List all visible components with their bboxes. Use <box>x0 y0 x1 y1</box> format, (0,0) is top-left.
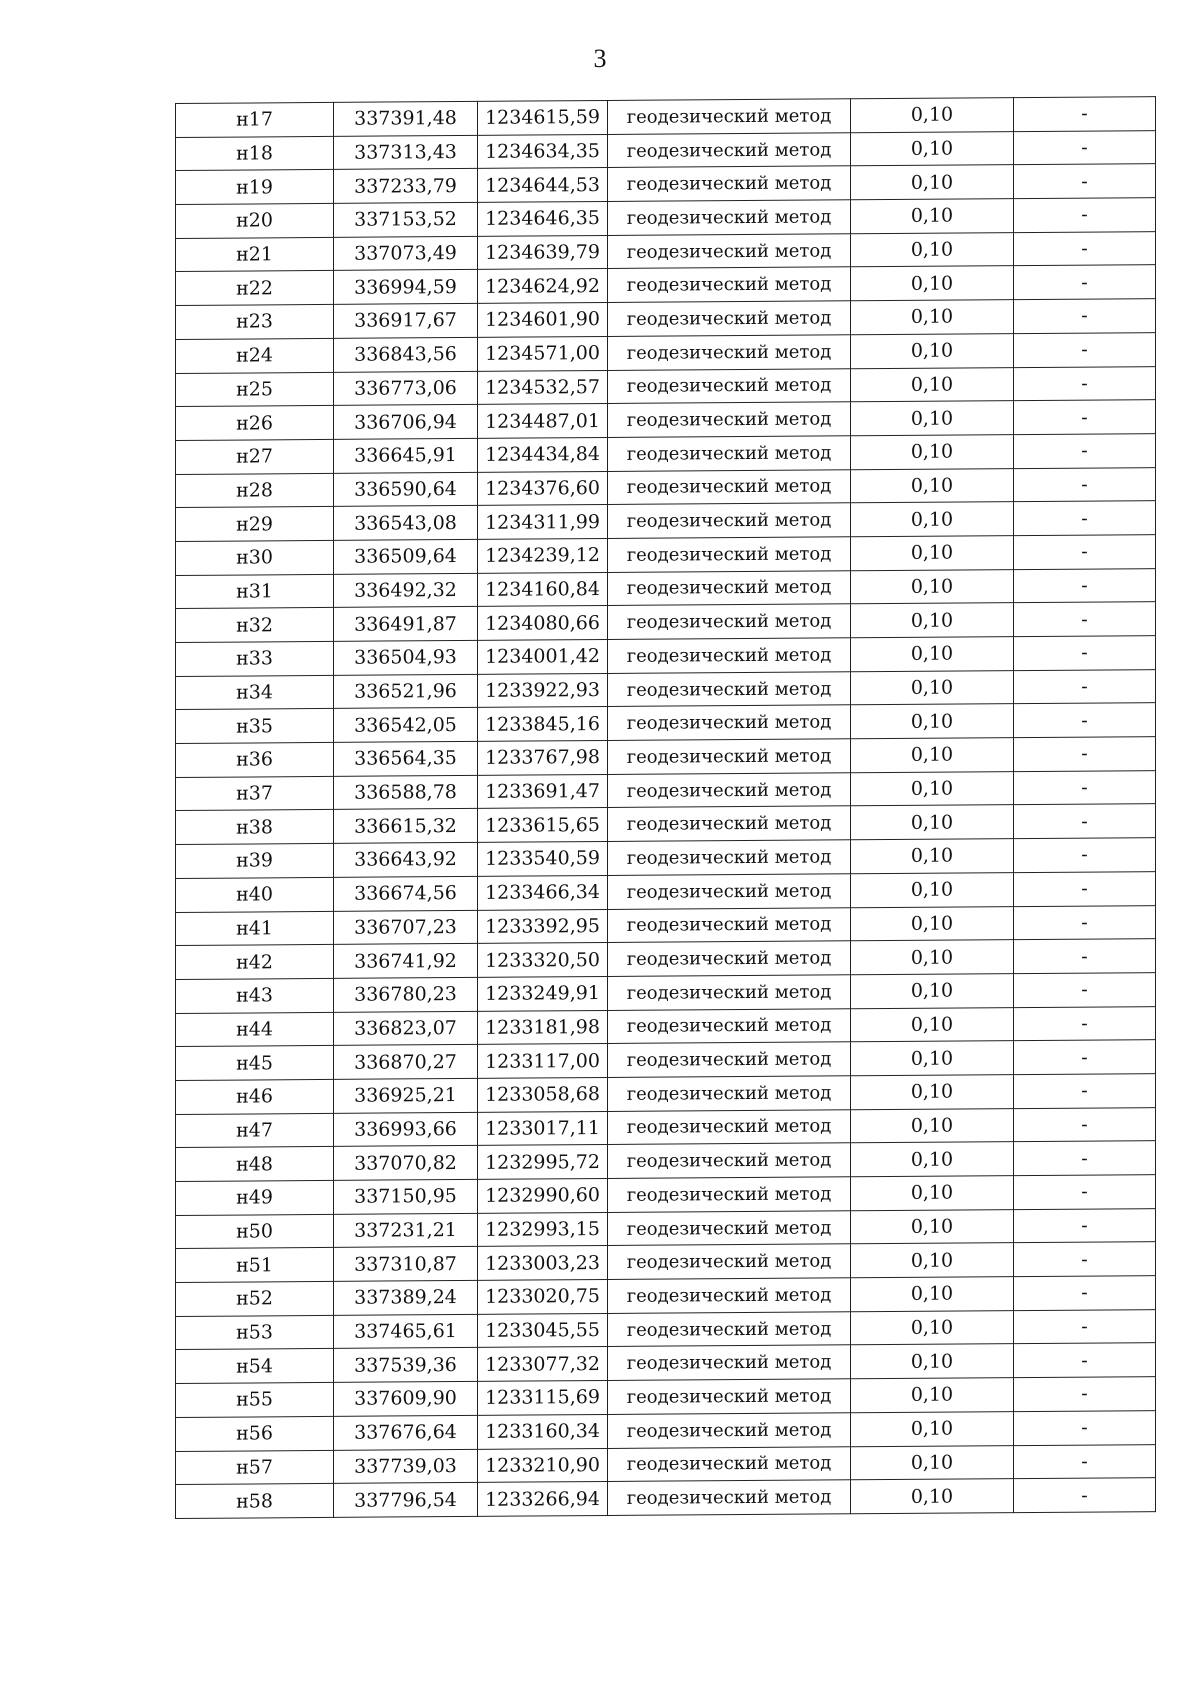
description-cell: - <box>1014 434 1156 469</box>
description-cell: - <box>1014 973 1156 1008</box>
description-cell: - <box>1014 871 1156 906</box>
description-cell: - <box>1014 669 1156 704</box>
accuracy-cell: 0,10 <box>851 670 1014 705</box>
description-cell: - <box>1014 501 1156 536</box>
point-name-cell: н51 <box>176 1248 334 1283</box>
x-coordinate-cell: 336741,92 <box>334 944 478 979</box>
x-coordinate-cell: 337389,24 <box>334 1280 478 1315</box>
description-cell: - <box>1014 1410 1156 1445</box>
point-name-cell: н43 <box>176 978 334 1013</box>
point-name-cell: н21 <box>176 237 334 272</box>
method-cell: геодезический метод <box>608 99 851 134</box>
description-cell: - <box>1014 1141 1156 1176</box>
x-coordinate-cell: 337073,49 <box>334 236 478 271</box>
point-name-cell: н53 <box>176 1315 334 1350</box>
point-name-cell: н54 <box>176 1349 334 1384</box>
description-cell: - <box>1014 804 1156 839</box>
method-cell: геодезический метод <box>608 941 851 976</box>
y-coordinate-cell: 1233266,94 <box>478 1482 608 1517</box>
description-cell: - <box>1014 535 1156 570</box>
point-name-cell: н26 <box>176 406 334 441</box>
accuracy-cell: 0,10 <box>851 872 1014 907</box>
method-cell: геодезический метод <box>608 1413 851 1448</box>
x-coordinate-cell: 337391,48 <box>334 101 478 136</box>
point-name-cell: н45 <box>176 1046 334 1081</box>
coordinates-table <box>175 96 1156 1519</box>
coordinates-table-body <box>176 97 1156 1519</box>
accuracy-cell: 0,10 <box>851 1378 1014 1413</box>
x-coordinate-cell: 336645,91 <box>334 438 478 473</box>
x-coordinate-cell: 336823,07 <box>334 1011 478 1046</box>
description-cell: - <box>1014 265 1156 300</box>
accuracy-cell: 0,10 <box>851 1176 1014 1211</box>
description-cell: - <box>1014 905 1156 940</box>
y-coordinate-cell: 1234080,66 <box>478 606 608 641</box>
point-name-cell: н49 <box>176 1180 334 1215</box>
point-name-cell: н41 <box>176 911 334 946</box>
accuracy-cell: 0,10 <box>851 1142 1014 1177</box>
description-cell: - <box>1014 299 1156 334</box>
description-cell: - <box>1014 231 1156 266</box>
description-cell: - <box>1014 130 1156 165</box>
y-coordinate-cell: 1234239,12 <box>478 538 608 573</box>
point-name-cell: н56 <box>176 1416 334 1451</box>
description-cell: - <box>1014 400 1156 435</box>
method-cell: геодезический метод <box>608 234 851 269</box>
point-name-cell: н19 <box>176 170 334 205</box>
method-cell: геодезический метод <box>608 1312 851 1347</box>
accuracy-cell: 0,10 <box>851 401 1014 436</box>
accuracy-cell: 0,10 <box>851 1209 1014 1244</box>
point-name-cell: н46 <box>176 1079 334 1114</box>
y-coordinate-cell: 1234376,60 <box>478 471 608 506</box>
y-coordinate-cell: 1233181,98 <box>478 1010 608 1045</box>
description-cell: - <box>1014 1040 1156 1075</box>
accuracy-cell: 0,10 <box>851 738 1014 773</box>
description-cell: - <box>1014 1175 1156 1210</box>
accuracy-cell: 0,10 <box>851 1310 1014 1345</box>
y-coordinate-cell: 1234571,00 <box>478 336 608 371</box>
description-cell: - <box>1014 1444 1156 1479</box>
x-coordinate-cell: 337153,52 <box>334 202 478 237</box>
description-cell: - <box>1014 1309 1156 1344</box>
point-name-cell: н32 <box>176 608 334 643</box>
description-cell: - <box>1014 602 1156 637</box>
method-cell: геодезический метод <box>608 1244 851 1279</box>
point-name-cell: н27 <box>176 439 334 474</box>
x-coordinate-cell: 337739,03 <box>334 1449 478 1484</box>
y-coordinate-cell: 1233058,68 <box>478 1077 608 1112</box>
x-coordinate-cell: 337465,61 <box>334 1314 478 1349</box>
method-cell: геодезический метод <box>608 436 851 471</box>
y-coordinate-cell: 1234601,90 <box>478 303 608 338</box>
accuracy-cell: 0,10 <box>851 468 1014 503</box>
x-coordinate-cell: 337310,87 <box>334 1247 478 1282</box>
y-coordinate-cell: 1234646,35 <box>478 202 608 237</box>
y-coordinate-cell: 1233117,00 <box>478 1044 608 1079</box>
accuracy-cell: 0,10 <box>851 1243 1014 1278</box>
accuracy-cell: 0,10 <box>851 839 1014 874</box>
description-cell: - <box>1014 770 1156 805</box>
x-coordinate-cell: 336870,27 <box>334 1045 478 1080</box>
y-coordinate-cell: 1234434,84 <box>478 437 608 472</box>
description-cell: - <box>1014 1377 1156 1412</box>
x-coordinate-cell: 336564,35 <box>334 741 478 776</box>
description-cell: - <box>1014 366 1156 401</box>
x-coordinate-cell: 336542,05 <box>334 708 478 743</box>
accuracy-cell: 0,10 <box>851 940 1014 975</box>
method-cell: геодезический метод <box>608 671 851 706</box>
accuracy-cell: 0,10 <box>851 637 1014 672</box>
y-coordinate-cell: 1234532,57 <box>478 370 608 405</box>
method-cell: геодезический метод <box>608 806 851 841</box>
method-cell: геодезический метод <box>608 1177 851 1212</box>
point-name-cell: н20 <box>176 203 334 238</box>
method-cell: геодезический метод <box>608 1345 851 1380</box>
method-cell: геодезический метод <box>608 368 851 403</box>
method-cell: геодезический метод <box>608 1143 851 1178</box>
accuracy-cell: 0,10 <box>851 771 1014 806</box>
point-name-cell: н52 <box>176 1281 334 1316</box>
x-coordinate-cell: 336509,64 <box>334 539 478 574</box>
y-coordinate-cell: 1233017,11 <box>478 1111 608 1146</box>
x-coordinate-cell: 337231,21 <box>334 1213 478 1248</box>
x-coordinate-cell: 336925,21 <box>334 1078 478 1113</box>
point-name-cell: н39 <box>176 844 334 879</box>
method-cell: геодезический метод <box>608 975 851 1010</box>
method-cell: геодезический метод <box>608 537 851 572</box>
method-cell: геодезический метод <box>608 907 851 942</box>
x-coordinate-cell: 336773,06 <box>334 371 478 406</box>
table-row <box>176 1478 1156 1519</box>
x-coordinate-cell: 337539,36 <box>334 1348 478 1383</box>
method-cell: геодезический метод <box>608 166 851 201</box>
y-coordinate-cell: 1233767,98 <box>478 741 608 776</box>
x-coordinate-cell: 336780,23 <box>334 977 478 1012</box>
point-name-cell: н57 <box>176 1450 334 1485</box>
point-name-cell: н42 <box>176 945 334 980</box>
method-cell: геодезический метод <box>608 1042 851 1077</box>
point-name-cell: н22 <box>176 271 334 306</box>
point-name-cell: н35 <box>176 709 334 744</box>
y-coordinate-cell: 1233249,91 <box>478 976 608 1011</box>
method-cell: геодезический метод <box>608 1480 851 1515</box>
y-coordinate-cell: 1233160,34 <box>478 1414 608 1449</box>
y-coordinate-cell: 1234160,84 <box>478 572 608 607</box>
point-name-cell: н36 <box>176 742 334 777</box>
y-coordinate-cell: 1234615,59 <box>478 100 608 135</box>
method-cell: геодезический метод <box>608 132 851 167</box>
description-cell: - <box>1014 1107 1156 1142</box>
x-coordinate-cell: 336521,96 <box>334 674 478 709</box>
accuracy-cell: 0,10 <box>851 1344 1014 1379</box>
description-cell: - <box>1014 1343 1156 1378</box>
accuracy-cell: 0,10 <box>851 165 1014 200</box>
x-coordinate-cell: 336643,92 <box>334 843 478 878</box>
y-coordinate-cell: 1232990,60 <box>478 1178 608 1213</box>
point-name-cell: н58 <box>176 1484 334 1519</box>
point-name-cell: н33 <box>176 641 334 676</box>
method-cell: геодезический метод <box>608 301 851 336</box>
y-coordinate-cell: 1233845,16 <box>478 707 608 742</box>
accuracy-cell: 0,10 <box>851 232 1014 267</box>
method-cell: геодезический метод <box>608 503 851 538</box>
point-name-cell: н50 <box>176 1214 334 1249</box>
point-name-cell: н37 <box>176 776 334 811</box>
method-cell: геодезический метод <box>608 1278 851 1313</box>
description-cell: - <box>1014 838 1156 873</box>
x-coordinate-cell: 336706,94 <box>334 405 478 440</box>
point-name-cell: н48 <box>176 1147 334 1182</box>
description-cell: - <box>1014 1242 1156 1277</box>
y-coordinate-cell: 1234311,99 <box>478 505 608 540</box>
point-name-cell: н31 <box>176 574 334 609</box>
point-name-cell: н47 <box>176 1113 334 1148</box>
method-cell: геодезический метод <box>608 267 851 302</box>
y-coordinate-cell: 1232995,72 <box>478 1145 608 1180</box>
description-cell: - <box>1014 198 1156 233</box>
y-coordinate-cell: 1232993,15 <box>478 1212 608 1247</box>
y-coordinate-cell: 1234644,53 <box>478 168 608 203</box>
method-cell: геодезический метод <box>608 1076 851 1111</box>
description-cell: - <box>1014 332 1156 367</box>
point-name-cell: н44 <box>176 1012 334 1047</box>
y-coordinate-cell: 1234634,35 <box>478 134 608 169</box>
method-cell: геодезический метод <box>608 638 851 673</box>
point-name-cell: н18 <box>176 136 334 171</box>
description-cell: - <box>1014 568 1156 603</box>
description-cell: - <box>1014 737 1156 772</box>
description-cell: - <box>1014 97 1156 132</box>
y-coordinate-cell: 1234001,42 <box>478 639 608 674</box>
accuracy-cell: 0,10 <box>851 300 1014 335</box>
accuracy-cell: 0,10 <box>851 1411 1014 1446</box>
y-coordinate-cell: 1233115,69 <box>478 1381 608 1416</box>
point-name-cell: н29 <box>176 507 334 542</box>
x-coordinate-cell: 336993,66 <box>334 1112 478 1147</box>
x-coordinate-cell: 336543,08 <box>334 506 478 541</box>
description-cell: - <box>1014 1478 1156 1513</box>
accuracy-cell: 0,10 <box>851 1007 1014 1042</box>
x-coordinate-cell: 337796,54 <box>334 1483 478 1518</box>
y-coordinate-cell: 1233392,95 <box>478 909 608 944</box>
method-cell: геодезический метод <box>608 1210 851 1245</box>
point-name-cell: н25 <box>176 372 334 407</box>
x-coordinate-cell: 337150,95 <box>334 1179 478 1214</box>
x-coordinate-cell: 336590,64 <box>334 472 478 507</box>
point-name-cell: н17 <box>176 102 334 137</box>
accuracy-cell: 0,10 <box>851 603 1014 638</box>
y-coordinate-cell: 1233020,75 <box>478 1280 608 1315</box>
method-cell: геодезический метод <box>608 469 851 504</box>
x-coordinate-cell: 336994,59 <box>334 270 478 305</box>
accuracy-cell: 0,10 <box>851 536 1014 571</box>
x-coordinate-cell: 336588,78 <box>334 775 478 810</box>
description-cell: - <box>1014 467 1156 502</box>
method-cell: геодезический метод <box>608 874 851 909</box>
x-coordinate-cell: 336707,23 <box>334 910 478 945</box>
y-coordinate-cell: 1233003,23 <box>478 1246 608 1281</box>
y-coordinate-cell: 1234487,01 <box>478 404 608 439</box>
accuracy-cell: 0,10 <box>851 1277 1014 1312</box>
y-coordinate-cell: 1233615,65 <box>478 808 608 843</box>
point-name-cell: н55 <box>176 1383 334 1418</box>
accuracy-cell: 0,10 <box>851 1041 1014 1076</box>
method-cell: геодезический метод <box>608 335 851 370</box>
y-coordinate-cell: 1233540,59 <box>478 842 608 877</box>
x-coordinate-cell: 336504,93 <box>334 640 478 675</box>
description-cell: - <box>1014 1006 1156 1041</box>
description-cell: - <box>1014 636 1156 671</box>
y-coordinate-cell: 1233320,50 <box>478 943 608 978</box>
accuracy-cell: 0,10 <box>851 435 1014 470</box>
description-cell: - <box>1014 164 1156 199</box>
x-coordinate-cell: 336491,87 <box>334 607 478 642</box>
point-name-cell: н38 <box>176 810 334 845</box>
x-coordinate-cell: 336674,56 <box>334 876 478 911</box>
method-cell: геодезический метод <box>608 200 851 235</box>
y-coordinate-cell: 1233466,34 <box>478 875 608 910</box>
method-cell: геодезический метод <box>608 402 851 437</box>
x-coordinate-cell: 336492,32 <box>334 573 478 608</box>
accuracy-cell: 0,10 <box>851 266 1014 301</box>
accuracy-cell: 0,10 <box>851 333 1014 368</box>
accuracy-cell: 0,10 <box>851 569 1014 604</box>
point-name-cell: н28 <box>176 473 334 508</box>
accuracy-cell: 0,10 <box>851 367 1014 402</box>
accuracy-cell: 0,10 <box>851 502 1014 537</box>
method-cell: геодезический метод <box>608 705 851 740</box>
method-cell: геодезический метод <box>608 773 851 808</box>
method-cell: геодезический метод <box>608 570 851 605</box>
accuracy-cell: 0,10 <box>851 805 1014 840</box>
description-cell: - <box>1014 1276 1156 1311</box>
accuracy-cell: 0,10 <box>851 1075 1014 1110</box>
x-coordinate-cell: 336843,56 <box>334 337 478 372</box>
accuracy-cell: 0,10 <box>851 98 1014 133</box>
y-coordinate-cell: 1233210,90 <box>478 1448 608 1483</box>
y-coordinate-cell: 1234624,92 <box>478 269 608 304</box>
method-cell: геодезический метод <box>608 840 851 875</box>
accuracy-cell: 0,10 <box>851 1445 1014 1480</box>
description-cell: - <box>1014 939 1156 974</box>
point-name-cell: н23 <box>176 305 334 340</box>
y-coordinate-cell: 1233045,55 <box>478 1313 608 1348</box>
method-cell: геодезический метод <box>608 1446 851 1481</box>
point-name-cell: н40 <box>176 877 334 912</box>
x-coordinate-cell: 336917,67 <box>334 304 478 339</box>
x-coordinate-cell: 336615,32 <box>334 809 478 844</box>
method-cell: геодезический метод <box>608 739 851 774</box>
x-coordinate-cell: 337233,79 <box>334 169 478 204</box>
x-coordinate-cell: 337070,82 <box>334 1146 478 1181</box>
page-number: 3 <box>593 44 607 73</box>
y-coordinate-cell: 1233691,47 <box>478 774 608 809</box>
point-name-cell: н24 <box>176 338 334 373</box>
y-coordinate-cell: 1233077,32 <box>478 1347 608 1382</box>
accuracy-cell: 0,10 <box>851 974 1014 1009</box>
accuracy-cell: 0,10 <box>851 199 1014 234</box>
method-cell: геодезический метод <box>608 1008 851 1043</box>
description-cell: - <box>1014 703 1156 738</box>
point-name-cell: н34 <box>176 675 334 710</box>
accuracy-cell: 0,10 <box>851 1479 1014 1514</box>
accuracy-cell: 0,10 <box>851 1108 1014 1143</box>
x-coordinate-cell: 337609,90 <box>334 1382 478 1417</box>
y-coordinate-cell: 1234639,79 <box>478 235 608 270</box>
x-coordinate-cell: 337676,64 <box>334 1415 478 1450</box>
point-name-cell: н30 <box>176 540 334 575</box>
description-cell: - <box>1014 1208 1156 1243</box>
x-coordinate-cell: 337313,43 <box>334 135 478 170</box>
accuracy-cell: 0,10 <box>851 704 1014 739</box>
method-cell: геодезический метод <box>608 1109 851 1144</box>
accuracy-cell: 0,10 <box>851 906 1014 941</box>
method-cell: геодезический метод <box>608 604 851 639</box>
accuracy-cell: 0,10 <box>851 131 1014 166</box>
method-cell: геодезический метод <box>608 1379 851 1414</box>
description-cell: - <box>1014 1074 1156 1109</box>
y-coordinate-cell: 1233922,93 <box>478 673 608 708</box>
